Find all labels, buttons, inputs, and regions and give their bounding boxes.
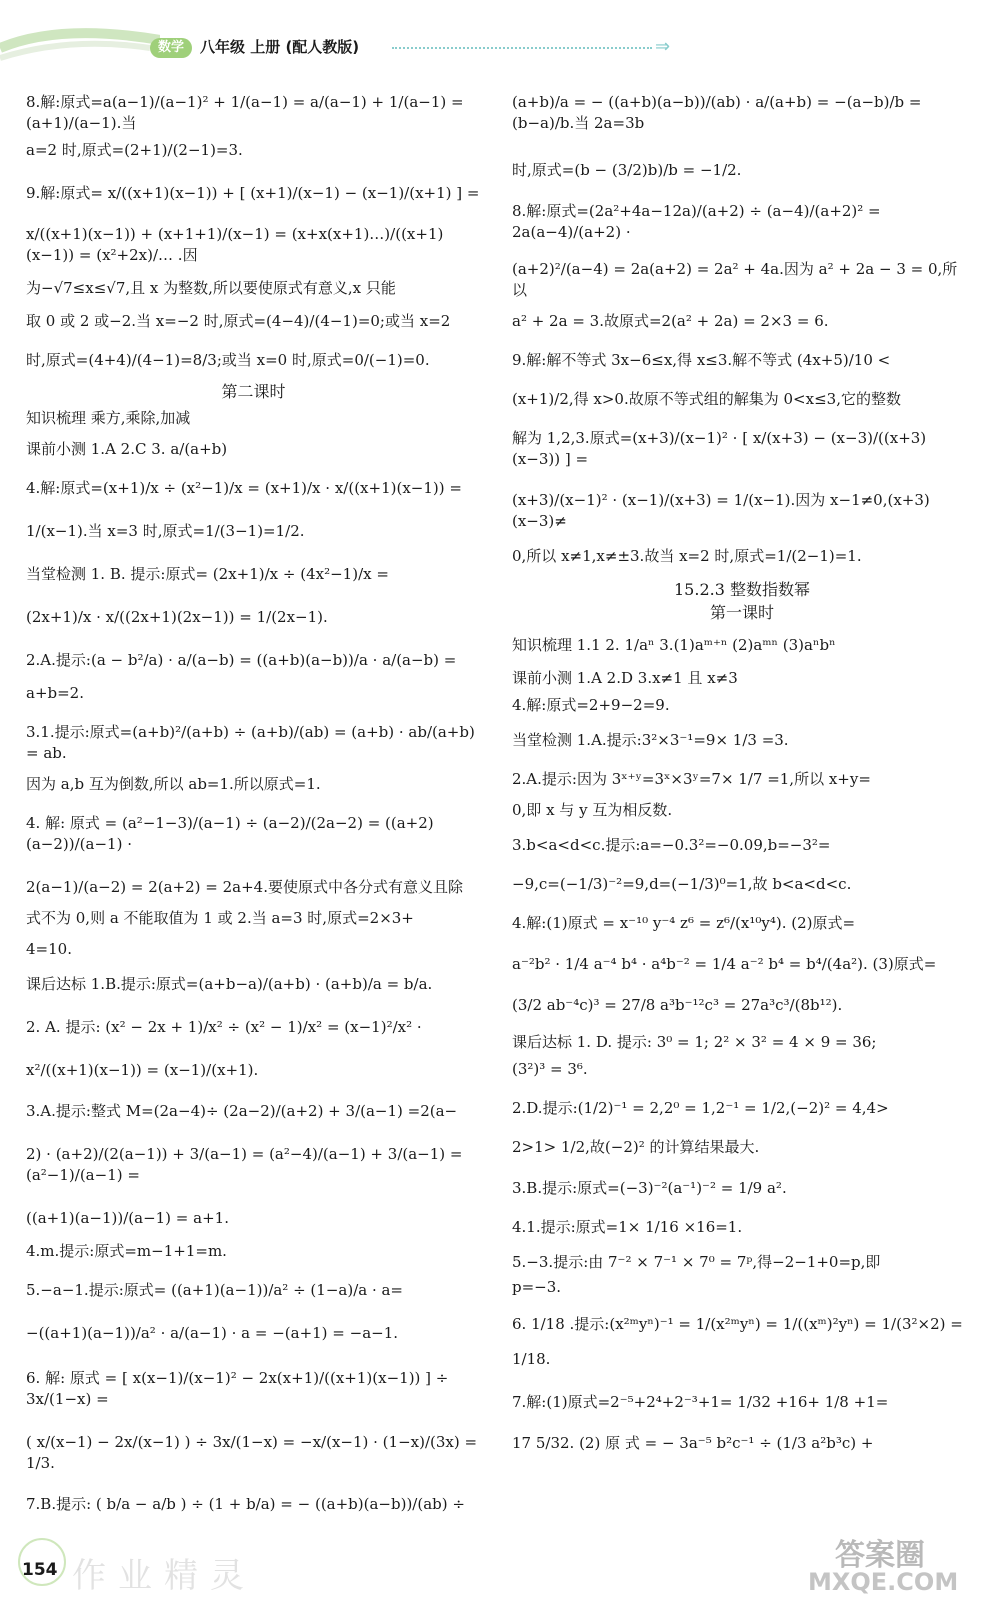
text-line: 4.解:(1)原式 = x⁻¹⁰ y⁻⁴ z⁶ = z⁶/(x¹⁰y⁴). (2)原式= <box>512 914 856 932</box>
left-column <box>26 86 481 1515</box>
text-line: 2) · (a+2)/(2(a−1)) + 3/(a−1) = (a²−4)/(a−1) + 3/(a−1) = (a²−1)/(a−1) = <box>26 1145 463 1184</box>
text-line: 2.A.提示:因为 3ˣ⁺ʸ=3ˣ×3ʸ=7× 1/7 =1,所以 x+y= <box>512 770 871 788</box>
watermark-url: MXQE.COM <box>808 1568 959 1596</box>
text-line: 课后达标 1.B.提示:原式=(a+b−a)/(a+b) · (a+b)/a = b/a. <box>26 975 433 993</box>
text-line: (x+3)/(x−1)² · (x−1)/(x+3) = 1/(x−1).因为 x−1≠0,(x+3)(x−3)≠ <box>512 491 930 530</box>
text-line: 2>1> 1/2,故(−2)² 的计算结果最大. <box>512 1138 760 1156</box>
text-line: a=2 时,原式=(2+1)/(2−1)=3. <box>26 141 243 159</box>
text-line: p=−3. <box>512 1278 562 1296</box>
text-line: 取 0 或 2 或−2.当 x=−2 时,原式=(4−4)/(4−1)=0;或当 x=2 <box>26 312 451 330</box>
text-line: 5.−a−1.提示:原式= ((a+1)(a−1))/a² ÷ (1−a)/a · a= <box>26 1281 403 1299</box>
text-line: 6. 1/18 .提示:(x²ᵐyⁿ)⁻¹ = 1/(x²ᵐyⁿ) = 1/((xᵐ)²yⁿ) = 1/(3²×2) = <box>512 1315 963 1333</box>
text-line: −9,c=(−1/3)⁻²=9,d=(−1/3)⁰=1,故 b<a<d<c. <box>512 875 852 893</box>
text-line: 8.解:原式=(2a²+4a−12a)/(a+2) ÷ (a−4)/(a+2)² = 2a(a−4)/(a+2) · <box>512 202 881 241</box>
text-line: 3.1.提示:原式=(a+b)²/(a+b) ÷ (a+b)/(ab) = (a+b) · ab/(a+b) = ab. <box>26 723 475 762</box>
section-heading: 15.2.3 整数指数幂 <box>674 580 810 599</box>
text-line: 9.解:解不等式 3x−6≤x,得 x≤3.解不等式 (4x+5)/10 < <box>512 351 891 369</box>
text-line: ((a+1)(a−1))/(a−1) = a+1. <box>26 1209 229 1227</box>
right-column <box>512 86 972 1454</box>
text-line: 时,原式=(b − (3/2)b)/b = −1/2. <box>512 161 742 179</box>
text-line: a⁻²b² · 1/4 a⁻⁴ b⁴ · a⁴b⁻² = 1/4 a⁻² b⁴ = b⁴/(4a²). (3)原式= <box>512 955 937 973</box>
section-heading: 第二课时 <box>221 382 286 401</box>
text-line: x/((x+1)(x−1)) + (x+1+1)/(x−1) = (x+x(x+1)…)/((x+1)(x−1)) = (x²+2x)/… .因 <box>26 225 444 264</box>
text-line: 当堂检测 1. B. 提示:原式= (2x+1)/x ÷ (4x²−1)/x = <box>26 565 389 583</box>
text-line: (3²)³ = 3⁶. <box>512 1060 588 1078</box>
text-line: 8.解:原式=a(a−1)/(a−1)² + 1/(a−1) = a/(a−1) + 1/(a−1) = (a+1)/(a−1).当 <box>26 93 464 132</box>
text-line: 课后达标 1. D. 提示: 3⁰ = 1; 2² × 3² = 4 × 9 = 36; <box>512 1033 877 1051</box>
text-line: 3.B.提示:原式=(−3)⁻²(a⁻¹)⁻² = 1/9 a². <box>512 1179 787 1197</box>
text-line: 时,原式=(4+4)/(4−1)=8/3;或当 x=0 时,原式=0/(−1)=0. <box>26 351 430 369</box>
text-line: (a+2)²/(a−4) = 2a(a+2) = 2a² + 4a.因为 a² + 2a − 3 = 0,所以 <box>512 260 958 299</box>
text-line: a² + 2a = 3.故原式=2(a² + 2a) = 2×3 = 6. <box>512 312 829 330</box>
text-line: 2(a−1)/(a−2) = 2(a+2) = 2a+4.要使原式中各分式有意义且除 <box>26 878 463 896</box>
text-line: (3/2 ab⁻⁴c)³ = 27/8 a³b⁻¹²c³ = 27a³c³/(8b¹²). <box>512 996 843 1014</box>
text-line: 1/(x−1).当 x=3 时,原式=1/(3−1)=1/2. <box>26 522 305 540</box>
text-line: (a+b)/a = − ((a+b)(a−b))/(ab) · a/(a+b) = −(a−b)/b = (b−a)/b.当 2a=3b <box>512 93 922 132</box>
text-line: 3.A.提示:整式 M=(2a−4)÷ (2a−2)/(a+2) + 3/(a−1) =2(a− <box>26 1102 458 1120</box>
page-header <box>0 0 996 80</box>
header-swoosh-decoration <box>0 18 160 64</box>
text-line: 4.解:原式=2+9−2=9. <box>512 696 670 714</box>
book-title: 八年级 上册 (配人教版) <box>200 38 360 56</box>
text-line: 知识梳理 1.1 2. 1/aⁿ 3.(1)aᵐ⁺ⁿ (2)aᵐⁿ (3)aⁿbⁿ <box>512 636 836 654</box>
text-line: 5.−3.提示:由 7⁻² × 7⁻¹ × 7⁰ = 7ᵖ,得−2−1+0=p,即 <box>512 1253 881 1271</box>
text-line: a+b=2. <box>26 684 84 702</box>
text-line: 4=10. <box>26 940 72 958</box>
header-dotted-rule <box>392 47 652 49</box>
text-line: −((a+1)(a−1))/a² · a/(a−1) · a = −(a+1) = −a−1. <box>26 1324 399 1342</box>
page-number: 154 <box>22 1560 58 1580</box>
text-line: 为−√7≤x≤√7,且 x 为整数,所以要使原式有意义,x 只能 <box>26 279 396 297</box>
text-line: 课前小测 1.A 2.D 3.x≠1 且 x≠3 <box>512 669 738 687</box>
watermark-bottom-left: 作业精灵 <box>72 1556 256 1596</box>
text-line: 课前小测 1.A 2.C 3. a/(a+b) <box>26 440 228 458</box>
text-line: 7.解:(1)原式=2⁻⁵+2⁴+2⁻³+1= 1/32 +16+ 1/8 +1= <box>512 1393 889 1411</box>
text-line: 4.1.提示:原式=1× 1/16 ×16=1. <box>512 1218 743 1236</box>
header-arrow-icon: ⇒ <box>655 36 671 57</box>
text-line: 3.b<a<d<c.提示:a=−0.3²=−0.09,b=−3²= <box>512 836 831 854</box>
text-line: x²/((x+1)(x−1)) = (x−1)/(x+1). <box>26 1061 259 1079</box>
text-line: ( x/(x−1) − 2x/(x−1) ) ÷ 3x/(1−x) = −x/(x−1) · (1−x)/(3x) = 1/3. <box>26 1433 478 1472</box>
text-line: 2. A. 提示: (x² − 2x + 1)/x² ÷ (x² − 1)/x² = (x−1)²/x² · <box>26 1018 422 1036</box>
text-line: 因为 a,b 互为倒数,所以 ab=1.所以原式=1. <box>26 775 321 793</box>
watermark-logo: 答案圈 <box>835 1538 925 1573</box>
text-line: 4.解:原式=(x+1)/x ÷ (x²−1)/x = (x+1)/x · x/((x+1)(x−1)) = <box>26 479 462 497</box>
text-line: 17 5/32. (2) 原 式 = − 3a⁻⁵ b²c⁻¹ ÷ (1/3 a²b³c) + <box>512 1434 874 1452</box>
text-line: 2.D.提示:(1/2)⁻¹ = 2,2⁰ = 1,2⁻¹ = 1/2,(−2)² = 4,4> <box>512 1099 889 1117</box>
subject-badge: 数学 <box>150 38 192 58</box>
text-line: (x+1)/2,得 x>0.故原不等式组的解集为 0<x≤3,它的整数 <box>512 390 901 408</box>
text-line: 1/18. <box>512 1350 551 1368</box>
text-line: 解为 1,2,3.原式=(x+3)/(x−1)² · [ x/(x+3) − (x−3)/((x+3)(x−3)) ] = <box>512 429 927 468</box>
text-line: 2.A.提示:(a − b²/a) · a/(a−b) = ((a+b)(a−b))/a · a/(a−b) = <box>26 651 457 669</box>
lesson-heading: 第一课时 <box>709 603 774 622</box>
text-line: 0,所以 x≠1,x≠±3.故当 x=2 时,原式=1/(2−1)=1. <box>512 547 862 565</box>
text-line: 式不为 0,则 a 不能取值为 1 或 2.当 a=3 时,原式=2×3+ <box>26 909 414 927</box>
text-line: 4.m.提示:原式=m−1+1=m. <box>26 1242 227 1260</box>
text-line: 7.B.提示: ( b/a − a/b ) ÷ (1 + b/a) = − ((a+b)(a−b))/(ab) ÷ <box>26 1495 465 1513</box>
text-line: 6. 解: 原式 = [ x(x−1)/(x−1)² − 2x(x+1)/((x+1)(x−1)) ] ÷ 3x/(1−x) = <box>26 1369 449 1408</box>
text-line: 4. 解: 原式 = (a²−1−3)/(a−1) ÷ (a−2)/(2a−2) = ((a+2)(a−2))/(a−1) · <box>26 814 434 853</box>
text-line: 知识梳理 乘方,乘除,加减 <box>26 409 191 427</box>
text-line: 9.解:原式= x/((x+1)(x−1)) + [ (x+1)/(x−1) − (x−1)/(x+1) ] = <box>26 184 480 202</box>
text-line: (2x+1)/x · x/((2x+1)(2x−1)) = 1/(2x−1). <box>26 608 328 626</box>
text-line: 当堂检测 1.A.提示:3²×3⁻¹=9× 1/3 =3. <box>512 731 789 749</box>
text-line: 0,即 x 与 y 互为相反数. <box>512 801 673 819</box>
